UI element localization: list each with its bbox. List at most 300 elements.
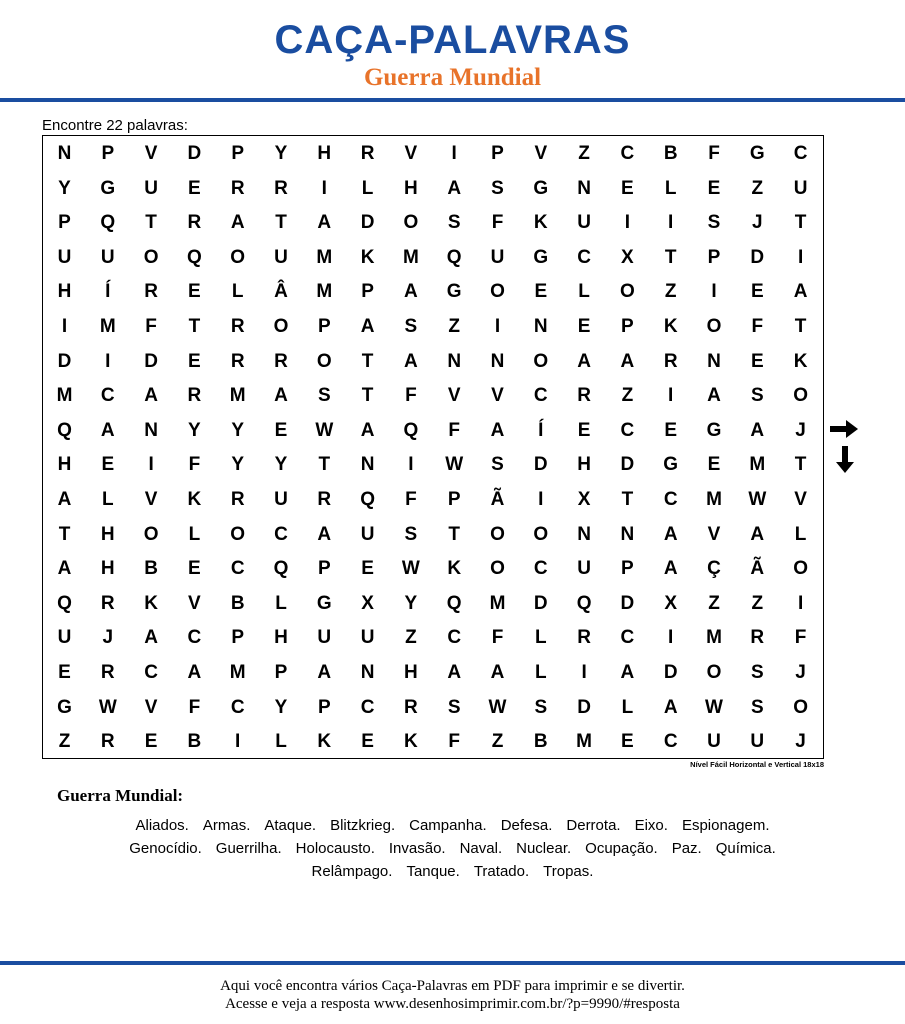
word-list-item: Guerrilha. — [215, 840, 282, 857]
grid-cell: H — [404, 662, 418, 683]
grid-cell: Q — [57, 592, 72, 614]
grid-cell: I — [624, 212, 631, 234]
grid-cell: L — [621, 696, 634, 718]
grid-cell: W — [488, 696, 507, 718]
grid-cell: O — [230, 246, 246, 268]
grid-cell: T — [621, 489, 634, 510]
grid-cell: F — [188, 696, 201, 718]
grid-cell: O — [533, 523, 549, 545]
grid-cell: W — [748, 489, 767, 510]
grid-cell: R — [577, 627, 591, 649]
grid-cell: A — [57, 558, 72, 580]
word-list-item: Nuclear. — [516, 840, 572, 857]
grid-cell: I — [668, 627, 674, 649]
grid-cell: U — [317, 627, 332, 649]
grid-cell: T — [794, 454, 807, 476]
grid-cell: Z — [491, 731, 504, 753]
grid-cell: K — [533, 212, 548, 234]
page-title: CAÇA-PALAVRAS — [274, 18, 631, 62]
grid-cell: X — [361, 592, 374, 614]
grid-cell: P — [231, 143, 245, 164]
grid-cell: R — [187, 385, 202, 407]
grid-cell: E — [361, 558, 374, 580]
grid-cell: U — [707, 731, 721, 753]
grid-cell: M — [576, 731, 592, 753]
grid-cell: C — [360, 696, 375, 718]
grid-cell: F — [448, 731, 460, 753]
grid-cell: Q — [57, 419, 72, 441]
grid-cell: P — [317, 316, 331, 337]
grid-cell: I — [797, 592, 804, 614]
grid-cell: B — [187, 731, 202, 753]
word-list-item: Ataque. — [264, 817, 317, 834]
grid-cell: D — [533, 592, 548, 614]
grid-cell: Â — [274, 281, 288, 303]
grid-cell: I — [321, 177, 327, 199]
grid-cell: Í — [538, 419, 544, 441]
grid-cell: B — [230, 592, 245, 614]
instructions: Encontre 22 palavras: — [42, 117, 188, 134]
grid-cell: L — [275, 731, 287, 753]
grid-cell: E — [750, 281, 764, 303]
grid-cell: O — [490, 558, 505, 580]
grid-cell: K — [317, 731, 332, 753]
grid-cell: W — [445, 454, 464, 476]
grid-cell: G — [446, 281, 462, 303]
grid-cell: L — [534, 627, 547, 649]
grid-cell: Z — [664, 281, 677, 303]
grid-cell: W — [98, 696, 117, 718]
grid-cell: U — [577, 558, 591, 580]
grid-cell: I — [711, 281, 717, 303]
grid-cell: F — [448, 419, 460, 441]
grid-cell: C — [577, 246, 591, 268]
grid-cell: O — [143, 246, 159, 268]
grid-cell: F — [188, 454, 201, 476]
grid-cell: D — [360, 212, 375, 234]
grid-cell: L — [794, 523, 807, 545]
grid-cell: A — [447, 662, 462, 683]
grid-cell: U — [577, 212, 591, 234]
grid-cell: C — [447, 627, 462, 649]
grid-cell: A — [274, 385, 288, 407]
grid-cell: S — [404, 316, 418, 337]
grid-cell: R — [404, 696, 418, 718]
grid-cell: M — [402, 246, 419, 268]
grid-cell: T — [58, 523, 71, 545]
grid-cell: D — [533, 454, 548, 476]
grid-cell: A — [577, 350, 591, 372]
grid-cell: V — [188, 592, 201, 614]
grid-cell: G — [663, 454, 679, 476]
grid-cell: Y — [274, 696, 288, 718]
grid-cell: Q — [100, 212, 116, 234]
grid-cell: H — [274, 627, 288, 649]
grid-cell: Ã — [490, 489, 505, 510]
grid-cell: R — [317, 489, 332, 510]
footer-line-2: Acesse e veja a resposta www.desenhosimprimir.com.br/?p=9990/#resposta — [225, 996, 680, 1012]
grid-cell: F — [491, 212, 504, 234]
grid-cell: R — [230, 350, 245, 372]
grid-cell: D — [57, 350, 72, 372]
grid-cell: M — [749, 454, 766, 476]
word-list-item: Naval. — [459, 840, 503, 857]
grid-cell: M — [229, 662, 246, 683]
grid-cell: R — [230, 177, 245, 199]
grid-cell: F — [708, 143, 720, 164]
grid-cell: V — [144, 489, 158, 510]
grid-cell: I — [494, 316, 501, 337]
grid-cell: A — [620, 350, 635, 372]
word-list-item: Aliados. — [135, 817, 189, 834]
grid-cell: Z — [751, 177, 764, 199]
grid-cell: U — [490, 246, 505, 268]
grid-cell: T — [145, 212, 157, 234]
grid-cell: R — [230, 316, 245, 337]
grid-cell: N — [144, 419, 158, 441]
grid-cell: E — [188, 281, 201, 303]
grid-cell: V — [794, 489, 807, 510]
grid-cell: C — [230, 558, 245, 580]
grid-cell: L — [231, 281, 244, 303]
word-list-item: Eixo. — [634, 817, 668, 834]
grid-cell: B — [663, 143, 678, 164]
grid-cell: N — [577, 177, 591, 199]
grid-cell: F — [794, 627, 807, 649]
grid-cell: N — [360, 662, 375, 683]
grid-cell: U — [793, 177, 808, 199]
grid-cell: U — [274, 489, 288, 510]
header-divider — [0, 98, 905, 102]
word-list-item: Armas. — [202, 817, 251, 834]
grid-cell: O — [793, 385, 808, 407]
grid-cell: T — [188, 316, 201, 337]
grid-cell: H — [404, 177, 418, 199]
grid-cell: E — [577, 316, 591, 337]
word-list-item: Relâmpago. — [311, 863, 393, 880]
word-list-item: Tropas. — [543, 863, 594, 880]
grid-cell: N — [447, 350, 462, 372]
grid-cell: T — [794, 212, 807, 234]
grid-cell: D — [620, 592, 635, 614]
grid-cell: V — [404, 143, 418, 164]
grid-cell: L — [101, 489, 114, 510]
grid-cell: W — [401, 558, 420, 580]
grid-cell: A — [663, 696, 678, 718]
grid-cell: E — [707, 454, 721, 476]
grid-cell: F — [405, 385, 417, 407]
grid-cell: R — [100, 662, 115, 683]
grid-cell: H — [100, 523, 115, 545]
grid-cell: A — [750, 523, 765, 545]
grid-cell: W — [315, 419, 334, 441]
grid-cell: O — [490, 523, 505, 545]
grid-cell: A — [663, 523, 678, 545]
grid-cell: L — [361, 177, 374, 199]
grid-cell: D — [620, 454, 635, 476]
word-list-item: Química. — [715, 840, 776, 857]
grid-cell: Y — [58, 177, 71, 199]
word-list-item: Invasão. — [388, 840, 446, 857]
grid-cell: Q — [360, 489, 375, 510]
grid-cell: A — [750, 419, 765, 441]
grid-cell: O — [533, 350, 549, 372]
grid-cell: O — [273, 316, 289, 337]
grid-cell: H — [57, 281, 72, 303]
grid-cell: X — [621, 246, 634, 268]
grid-cell: D — [663, 662, 678, 683]
grid-cell: C — [230, 696, 245, 718]
grid-cell: P — [317, 558, 331, 580]
grid-cell: S — [750, 385, 764, 407]
grid-cell: P — [274, 662, 288, 683]
grid-cell: A — [317, 523, 332, 545]
grid-cell: R — [187, 212, 202, 234]
word-list-item: Ocupação. — [585, 840, 658, 857]
grid-cell: A — [57, 489, 72, 510]
grid-cell: U — [57, 246, 72, 268]
grid-cell: G — [749, 143, 765, 164]
level-note: Nível Fácil Horizontal e Vertical 18x18 — [690, 760, 824, 769]
grid-cell: K — [187, 489, 202, 510]
grid-cell: R — [144, 281, 158, 303]
grid-cell: J — [102, 627, 114, 649]
grid-cell: T — [275, 212, 287, 234]
footer-line-1: Aqui você encontra vários Caça-Palavras em PDF para imprimir e se divertir. — [220, 978, 685, 994]
grid-cell: D — [144, 350, 158, 372]
grid-cell: T — [448, 523, 460, 545]
grid-cell: C — [620, 143, 635, 164]
grid-cell: A — [707, 385, 721, 407]
grid-cell: V — [534, 143, 548, 164]
grid-cell: G — [533, 177, 549, 199]
grid-cell: L — [275, 592, 287, 614]
grid-cell: J — [795, 662, 806, 683]
grid-cell: C — [100, 385, 115, 407]
grid-cell: C — [187, 627, 202, 649]
grid-cell: K — [404, 731, 418, 753]
grid-cell: D — [577, 696, 591, 718]
grid-cell: E — [58, 662, 71, 683]
grid-cell: C — [144, 662, 158, 683]
grid-cell: N — [577, 523, 591, 545]
grid-cell: Y — [231, 454, 245, 476]
grid-cell: O — [316, 350, 332, 372]
grid-cell: E — [707, 177, 721, 199]
grid-cell: Q — [576, 592, 592, 614]
grid-cell: G — [57, 696, 72, 718]
grid-cell: I — [105, 350, 111, 372]
grid-cell: Í — [105, 281, 111, 303]
grid-cell: G — [100, 177, 116, 199]
grid-cell: N — [533, 316, 548, 337]
grid-cell: H — [57, 454, 72, 476]
grid-cell: A — [793, 281, 808, 303]
grid-cell: R — [663, 350, 678, 372]
grid-cell: S — [707, 212, 721, 234]
grid-cell: P — [101, 143, 115, 164]
grid-cell: P — [317, 696, 331, 718]
grid-cell: Z — [578, 143, 590, 164]
grid-cell: M — [706, 489, 722, 510]
grid-cell: X — [577, 489, 591, 510]
grid-cell: P — [707, 246, 721, 268]
grid-cell: J — [795, 731, 806, 753]
grid-cell: C — [620, 419, 635, 441]
grid-cell: Q — [403, 419, 419, 441]
word-list — [30, 814, 875, 883]
grid-cell: I — [581, 662, 587, 683]
word-search-grid — [42, 135, 824, 759]
grid-cell: R — [100, 592, 115, 614]
grid-cell: S — [534, 696, 548, 718]
grid-cell: O — [490, 281, 505, 303]
grid-cell: A — [663, 558, 678, 580]
grid-cell: M — [489, 592, 506, 614]
grid-cell: T — [794, 316, 807, 337]
word-list-item: Tanque. — [406, 863, 460, 880]
grid-cell: A — [447, 177, 462, 199]
grid-cell: R — [274, 177, 288, 199]
grid-cell: E — [577, 419, 591, 441]
footer — [0, 977, 905, 1013]
grid-cell: E — [621, 177, 634, 199]
grid-cell: A — [230, 212, 245, 234]
grid-cell: A — [317, 212, 332, 234]
word-list-item: Espionagem. — [681, 817, 770, 834]
grid-cell: P — [621, 316, 634, 337]
grid-cell: C — [620, 627, 635, 649]
grid-cell: U — [750, 731, 765, 753]
grid-cell: P — [447, 489, 461, 510]
word-list-item: Defesa. — [500, 817, 553, 834]
grid-cell: S — [491, 177, 504, 199]
word-list-item: Derrota. — [566, 817, 621, 834]
grid-cell: L — [578, 281, 590, 303]
grid-cell: A — [404, 350, 418, 372]
grid-cell: N — [490, 350, 505, 372]
word-list-item: Tratado. — [473, 863, 530, 880]
grid-cell: Y — [404, 592, 418, 614]
grid-cell: U — [100, 246, 115, 268]
grid-cell: V — [144, 143, 158, 164]
grid-cell: P — [231, 627, 245, 649]
grid-cell: I — [235, 731, 241, 753]
grid-cell: A — [144, 627, 158, 649]
grid-cell: M — [56, 385, 73, 407]
grid-cell: D — [187, 143, 202, 164]
grid-cell: N — [707, 350, 721, 372]
grid-cell: Q — [187, 246, 202, 268]
grid-cell: A — [187, 662, 202, 683]
grid-cell: A — [404, 281, 418, 303]
grid-cell: O — [793, 558, 808, 580]
page-subtitle: Guerra Mundial — [363, 64, 542, 91]
grid-cell: E — [534, 281, 548, 303]
grid-cell: Z — [708, 592, 720, 614]
grid-cell: X — [664, 592, 678, 614]
grid-cell: E — [188, 177, 201, 199]
grid-cell: Z — [621, 385, 634, 407]
grid-cell: H — [577, 454, 591, 476]
grid-cell: N — [620, 523, 635, 545]
arrow-down-icon — [834, 446, 856, 474]
grid-cell: D — [750, 246, 765, 268]
grid-cell: S — [447, 696, 461, 718]
grid-cell: A — [490, 662, 505, 683]
grid-cell: M — [316, 246, 333, 268]
grid-cell: Q — [446, 246, 462, 268]
word-list-item: Genocídio. — [129, 840, 202, 857]
grid-cell: T — [361, 385, 374, 407]
grid-cell: A — [144, 385, 158, 407]
grid-cell: I — [408, 454, 414, 476]
grid-cell: W — [705, 696, 723, 718]
grid-cell: A — [317, 662, 332, 683]
grid-cell: S — [750, 662, 764, 683]
grid-cell: T — [318, 454, 331, 476]
grid-cell: Q — [273, 558, 289, 580]
grid-cell: B — [533, 731, 548, 753]
grid-cell: I — [797, 246, 804, 268]
grid-cell: U — [360, 627, 375, 649]
grid-cell: E — [188, 350, 201, 372]
grid-cell: Z — [751, 592, 764, 614]
grid-cell: G — [316, 592, 332, 614]
grid-cell: R — [274, 350, 288, 372]
footer-divider — [0, 961, 905, 965]
grid-cell: O — [620, 281, 635, 303]
grid-cell: Z — [405, 627, 417, 649]
grid-cell: E — [188, 558, 201, 580]
grid-cell: U — [144, 177, 158, 199]
grid-cell: A — [360, 419, 375, 441]
grid-cell: K — [447, 558, 462, 580]
grid-cell: S — [317, 385, 331, 407]
word-list-item: Holocausto. — [295, 840, 375, 857]
grid-cell: Z — [58, 731, 71, 753]
grid-cell: P — [621, 558, 634, 580]
grid-cell: T — [664, 246, 677, 268]
grid-cell: L — [534, 662, 547, 683]
grid-cell: E — [664, 419, 678, 441]
grid-cell: A — [620, 662, 635, 683]
grid-cell: C — [663, 489, 678, 510]
grid-cell: P — [491, 143, 504, 164]
grid-cell: E — [274, 419, 288, 441]
grid-cell: Y — [274, 454, 288, 476]
grid-cell: I — [668, 212, 674, 234]
grid-cell: I — [148, 454, 154, 476]
grid-cell: O — [143, 523, 159, 545]
grid-cell: R — [230, 489, 245, 510]
grid-cell: O — [230, 523, 246, 545]
grid-cell: M — [229, 385, 246, 407]
grid-cell: S — [750, 696, 764, 718]
grid-cell: M — [316, 281, 333, 303]
grid-cell: O — [793, 696, 808, 718]
grid-cell: Y — [274, 143, 288, 164]
grid-cell: Y — [231, 419, 245, 441]
grid-cell: F — [751, 316, 764, 337]
grid-cell: O — [706, 662, 722, 683]
grid-cell: C — [533, 558, 548, 580]
word-list-item: Paz. — [671, 840, 702, 857]
grid-cell: N — [57, 143, 72, 164]
grid-cell: E — [750, 350, 764, 372]
grid-cell: H — [317, 143, 332, 164]
grid-cell: K — [360, 246, 375, 268]
